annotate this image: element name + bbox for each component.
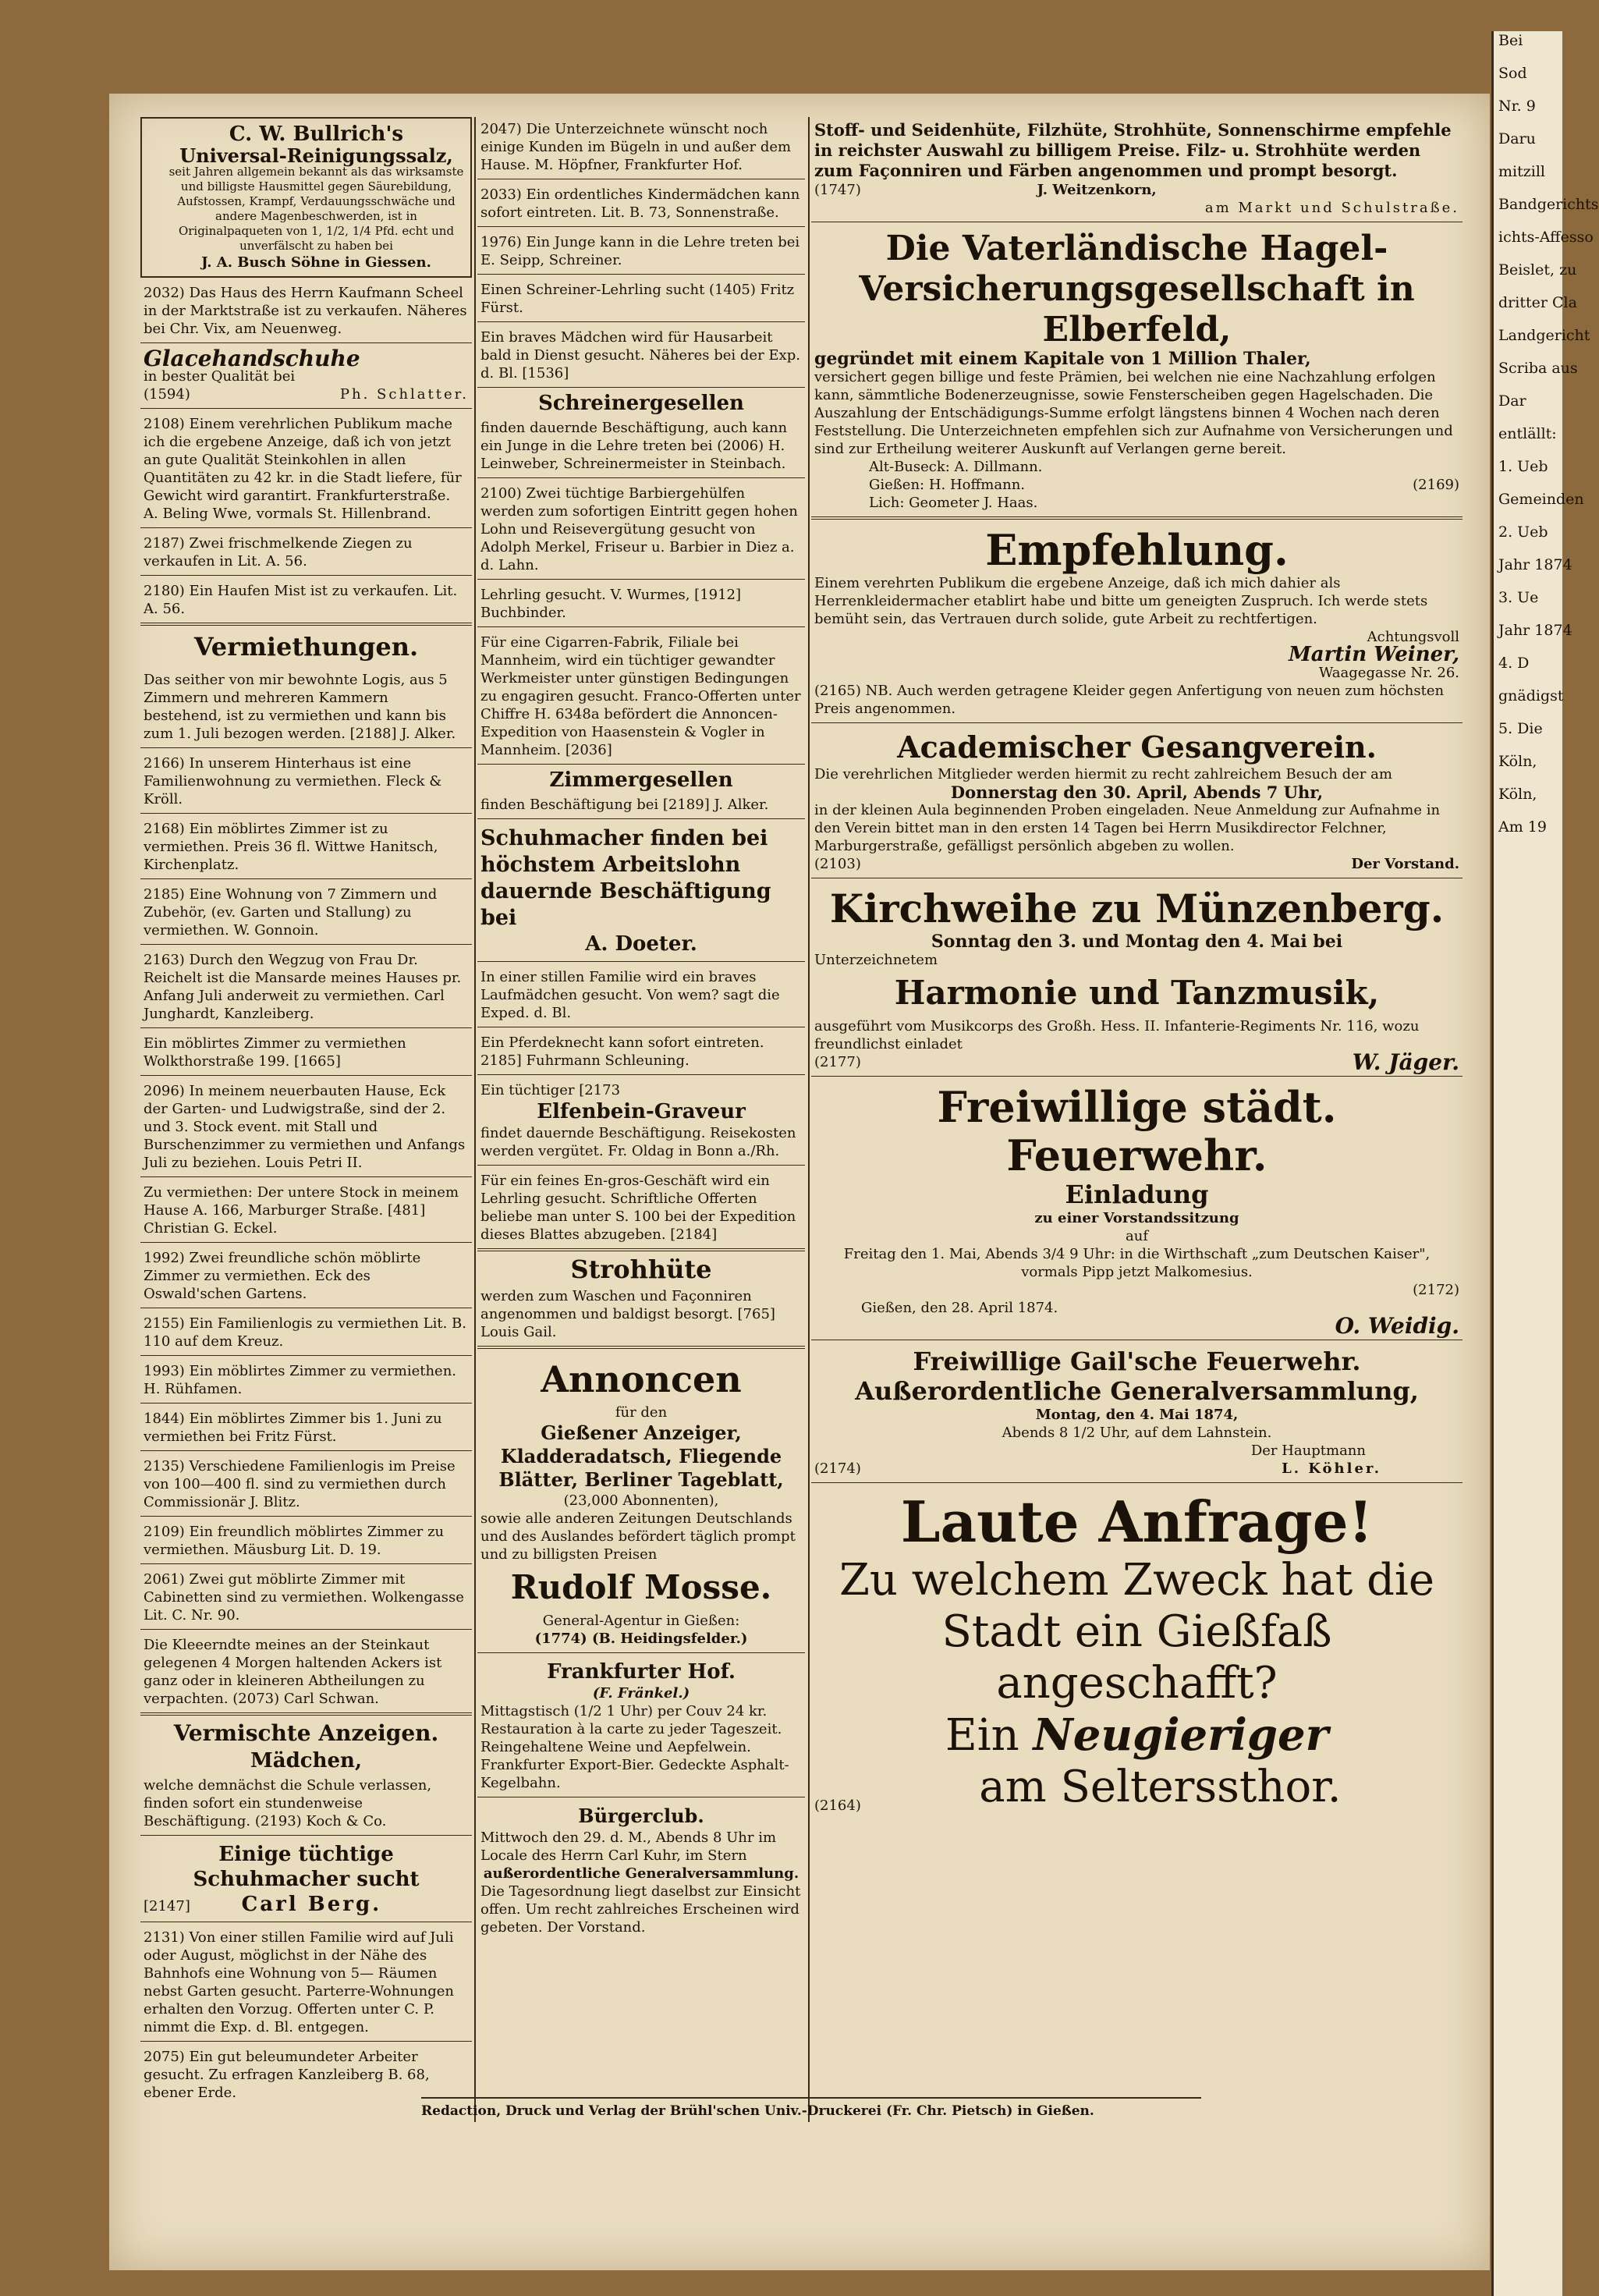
ad-signature: Der Vorstand.	[1351, 856, 1459, 872]
ad-glace	[140, 346, 472, 409]
ad-signature: J. Weitzenkorn,	[1037, 182, 1157, 198]
ad-2163	[140, 948, 472, 1028]
bullrich-title: Universal-Reinigungssalz,	[179, 144, 453, 167]
ad-text: Abends 8 1/2 Uhr, auf dem Lahnstein.	[1002, 1425, 1272, 1441]
ad-text: 1993) Ein möblirtes Zimmer zu vermiethen. H. Rühfamen.	[144, 1363, 457, 1397]
ad-2006	[477, 416, 805, 478]
ad-2188	[140, 668, 472, 748]
imprint-footer: Redaction, Druck und Verlag der Brühl'schen Univ.-Druckerei (Fr. Chr. Pietsch) in Gießen.	[421, 2097, 1201, 2119]
ad-text: Waagegasse Nr. 26.	[1318, 665, 1459, 681]
ad-text: 2108) Einem verehrlichen Publikum mache ich die ergebene Anzeige, daß ich von jetzt an gute Qualität Steinkohlen in allen Quantitäten zu 42 kr. in die Stadt liefere, für Gewicht wird garantirt. Frankfurterstraße. A. Beling Wwe, vormals St. Hillenbrand.	[144, 416, 462, 522]
edge-fragment: mitzill	[1498, 163, 1545, 180]
ad-text: 1992) Zwei freundliche schön möblirte Zimmer zu vermiethen. Eck des Oswald'schen Gartens.	[144, 1250, 421, 1302]
ad-signature: Neugieriger	[1033, 1709, 1329, 1761]
ad-text: in bester Qualität bei	[144, 368, 296, 385]
ad-2185b	[477, 1031, 805, 1075]
ad-text: zu einer Vorstandssitzung	[1034, 1210, 1239, 1226]
ad-1536	[477, 325, 805, 388]
edge-fragment: entlällt:	[1498, 425, 1557, 442]
ad-heading: Die Vaterländische Hagel-Versicherungsgesellschaft in Elberfeld,	[859, 229, 1415, 350]
ad-text: 2032) Das Haus des Herrn Kaufmann Scheel in der Marktstraße ist zu verkaufen. Näheres bei Chr. Vix, am Neuenweg.	[144, 285, 467, 337]
ad-subheading: gegründet mit einem Kapitale von 1 Million Thaler,	[814, 349, 1311, 369]
ad-text: (23,000 Abonnenten),	[563, 1492, 719, 1509]
ad-text: 2061) Zwei gut möblirte Zimmer mit Cabinetten sind zu vermiethen. Wolkengasse Lit. C. Nr. 90.	[144, 1571, 464, 1624]
ad-signature: A. Doeter.	[585, 932, 697, 956]
ad-heading: Einige tüchtige Schuhmacher sucht	[193, 1843, 420, 1891]
ad-text: Mittwoch den 29. d. M., Abends 8 Uhr im Locale des Herrn Carl Kuhr, im Stern	[480, 1829, 777, 1864]
ad-2166	[140, 751, 472, 814]
ad-2135	[140, 1454, 472, 1517]
ad-2096	[140, 1079, 472, 1177]
ad-text: (F. Fränkel.)	[592, 1685, 690, 1702]
ad-feuerwehr	[811, 1080, 1462, 1340]
section-heading-vermiethungen: Vermiethungen.	[193, 632, 419, 662]
ad-heading: Freiwillige Gail'sche Feuerwehr.	[913, 1347, 1361, 1376]
ad-text: außerordentliche Generalversammlung.	[483, 1865, 800, 1882]
ad-text: Freitag den 1. Mai, Abends 3/4 9 Uhr: in die Wirthschaft „zum Deutschen Kaiser", vormals Pipp jetzt Malkomesius.	[843, 1246, 1431, 1280]
ad-text: sowie alle anderen Zeitungen Deutschlands und des Auslandes befördert täglich prompt und zu billigsten Preisen	[480, 1510, 796, 1563]
ad-text: finden Beschäftigung bei [2189] J. Alker.	[480, 797, 769, 813]
ad-text: 2187) Zwei frischmelkende Ziegen zu verkaufen in Lit. A. 56.	[144, 535, 413, 570]
ad-hagel	[811, 225, 1462, 520]
ad-2180	[140, 579, 472, 626]
ad-text: 2180) Ein Haufen Mist ist zu verkaufen. Lit. A. 56.	[144, 583, 458, 617]
ad-frankfurter-hof	[477, 1656, 805, 1797]
edge-fragment: Sod	[1498, 65, 1527, 82]
column-3	[811, 117, 1462, 1832]
ad-laufmaedchen	[477, 965, 805, 1027]
ad-text: in der kleinen Aula beginnenden Proben eingeladen. Neue Anmeldung zur Aufnahme in den Verein bittet man in den ersten 14 Tagen bei Herrn Musikdirector Felchner, Marburgerstraße, gefälligst persönlich abgeben zu wollen.	[814, 802, 1441, 854]
edge-fragment: Bei	[1498, 32, 1523, 49]
column-rule	[474, 117, 476, 2122]
ad-2047	[477, 117, 805, 179]
ad-heading: Freiwillige städt. Feuerwehr.	[937, 1082, 1337, 1180]
edge-fragment: 2. Ueb	[1498, 523, 1548, 541]
ad-2036	[477, 630, 805, 765]
ad-heading: Elfenbein-Graveur	[537, 1100, 746, 1123]
ad-oldag	[477, 1078, 805, 1166]
ad-text: NB. Auch werden getragene Kleider gegen Anfertigung von neuen zum höchsten Preis angenommen.	[814, 683, 1445, 717]
ad-text: Einem verehrten Publikum die ergebene Anzeige, daß ich mich dahier als Herrenkleidermacher etablirt habe und bitte um geneigten Zuspruch. Ich werde stets bemüht sein, das Vertrauen durch solide, gute Arbeit zu rechtfertigen.	[814, 575, 1428, 627]
ad-text: 2075) Ein gut beleumundeter Arbeiter gesucht. Zu erfragen Kanzleiberg B. 68, ebener Erde.	[144, 2049, 430, 2101]
adjacent-page-edge	[1491, 31, 1599, 2296]
ad-text: 2100) Zwei tüchtige Barbiergehülfen werden zum sofortigen Eintritt gegen hohen Lohn und Reisevergütung gesucht von Adolph Merkel, Friseur u. Barbier in Diez a. d. Lahn.	[480, 485, 798, 573]
ad-1844	[140, 1407, 472, 1451]
ad-text: General-Agentur in Gießen:	[542, 1613, 740, 1629]
ad-text: findet dauernde Beschäftigung. Reisekosten werden vergütet. Fr. Oldag in Bonn a./Rh.	[480, 1125, 796, 1159]
ad-heading: Schuhmacher finden bei höchstem Arbeitslohn dauernde Beschäftigung bei	[480, 826, 771, 930]
ad-481	[140, 1180, 472, 1243]
ad-text: 2168) Ein möblirtes Zimmer ist zu vermiethen. Preis 36 fl. Wittwe Hanitsch, Kirchenplatz.	[144, 821, 438, 873]
ad-heading: Academischer Gesangverein.	[897, 729, 1377, 765]
ad-heading: Strohhüte	[570, 1254, 712, 1284]
edge-fragment: Jahr 1874	[1498, 622, 1572, 639]
ad-2131	[140, 1925, 472, 2042]
ad-date: Sonntag den 3. und Montag den 4. Mai bei	[931, 932, 1343, 952]
ad-heading: Glacehandschuhe	[144, 346, 360, 371]
ad-bullrich	[140, 117, 472, 278]
ad-heading: Bürgerclub.	[578, 1805, 704, 1827]
ad-text: Die Kleeerndte meines an der Steinkaut gelegenen 4 Morgen haltenden Ackers ist ganz oder in kleineren Abtheilungen zu verpachten. (2073) Carl Schwan.	[144, 1637, 442, 1707]
ad-text: 2109) Ein freundlich möblirtes Zimmer zu vermiethen. Mäusburg Lit. D. 19.	[144, 1524, 445, 1558]
ad-mosse	[477, 1352, 805, 1653]
ad-2032	[140, 281, 472, 343]
ad-heading: Mädchen,	[250, 1749, 363, 1773]
edge-fragment: Scriba aus	[1498, 360, 1578, 377]
ad-text: Der Hauptmann	[1250, 1443, 1366, 1459]
ad-1993	[140, 1359, 472, 1404]
ad-gesangverein	[811, 726, 1462, 878]
ad-heading: Frankfurter Hof.	[547, 1660, 736, 1684]
ad-text: auf	[1126, 1228, 1148, 1244]
ad-ref: (1594)	[144, 386, 190, 403]
ad-text: 2131) Von einer stillen Familie wird auf Juli oder August, möglichst in der Nähe des Bahnhofs eine Wohnung von 5— Räumen nebst Garten gesucht. Parterre-Wohnungen erhalten den Vorzug. Offerten unter C. P. nimmt die Exp. d. Bl. entgegen.	[144, 1929, 454, 2035]
column-rule	[808, 117, 810, 2122]
ad-text: für den	[615, 1404, 668, 1421]
ad-text: In einer stillen Familie wird ein braves Laufmädchen gesucht. Von wem? sagt die Exped. d. Bl.	[480, 969, 780, 1021]
ad-text: 2155) Ein Familienlogis zu vermiethen Lit. B. 110 auf dem Kreuz.	[144, 1315, 467, 1350]
ad-text: 2047) Die Unterzeichnete wünscht noch einige Kunden im Bügeln in und außer dem Hause. M. Höpfner, Frankfurter Hof.	[480, 121, 792, 173]
ad-ref: [2147]	[144, 1898, 190, 1915]
ad-text: 2166) In unserem Hinterhaus ist eine Familienwohnung zu vermiethen. Fleck & Kröll.	[144, 755, 442, 807]
ad-buergerclub	[477, 1801, 805, 1941]
agent-line: Alt-Buseck: A. Dillmann.	[869, 459, 1043, 475]
ad-text: versichert gegen billige und feste Prämien, bei welchen nie eine Nachzahlung erfolgen kann, sämmtliche Bodenerzeugnisse, sowie Fensterscheiben gegen Hagelschaden. Die Auszahlung der Entschädigungs-Summe erfolgt längstens binnen 4 Wochen nach deren Feststellung. Die Unterzeichneten empfehlen sich zur Aufnahme von Versicherungen und sind zur Ertheilung weiterer Auskunft auf Verlangen gerne bereit.	[814, 369, 1453, 457]
ad-signature: L. Köhler.	[1282, 1460, 1381, 1477]
agent-line: Gießen: H. Hoffmann.	[869, 477, 1026, 493]
column-2	[477, 117, 805, 1944]
ad-signature: Ph. Schlatter.	[339, 386, 469, 403]
edge-fragment: Am 19	[1498, 818, 1547, 836]
ad-text: Ein tüchtiger [2173	[480, 1082, 621, 1098]
ad-heading: Zimmergesellen	[549, 768, 733, 792]
ad-765	[477, 1284, 805, 1349]
ad-2155	[140, 1311, 472, 1356]
ad-papers: Gießener Anzeiger, Kladderadatsch, Fliegende Blätter, Berliner Tageblatt,	[498, 1421, 784, 1491]
ad-1992	[140, 1246, 472, 1308]
edge-fragment: Jahr 1874	[1498, 556, 1572, 573]
ad-text: Die verehrlichen Mitglieder werden hiermit zu recht zahlreichem Besuch der am	[814, 766, 1392, 782]
ad-text: Unterzeichnetem	[814, 952, 938, 968]
edge-fragment: Dar	[1498, 392, 1526, 410]
edge-fragment: Landgericht	[1498, 327, 1590, 344]
edge-fragment: Bandgerichts	[1498, 196, 1599, 213]
ad-subheading: Außerordentliche Generalversammlung,	[855, 1376, 1419, 1406]
ad-2147	[140, 1839, 472, 1922]
ad-subheading: Harmonie und Tanzmusik,	[894, 974, 1380, 1012]
ad-heading: Annoncen	[541, 1358, 742, 1400]
ad-heading: Kirchweihe zu Münzenberg.	[829, 885, 1445, 932]
ad-text: Achtungsvoll	[1367, 629, 1459, 645]
ad-2100	[477, 481, 805, 580]
ad-heading: Laute Anfrage!	[900, 1489, 1374, 1555]
ad-text: werden zum Waschen und Façonniren angenommen und baldigst besorgt. [765] Louis Gail.	[480, 1288, 775, 1340]
ad-2073	[140, 1633, 472, 1716]
ad-ref: (2103)	[814, 856, 861, 872]
edge-fragment: dritter Cla	[1498, 294, 1577, 311]
ad-ref: (2177)	[814, 1054, 861, 1070]
ad-signature: Martin Weiner,	[1289, 643, 1459, 666]
ad-text: Ein	[945, 1710, 1019, 1761]
ad-2189	[477, 793, 805, 819]
edge-fragment: 5. Die	[1498, 720, 1543, 737]
ad-text: 2096) In meinem neuerbauten Hause, Eck der Garten- und Ludwigstraße, sind der 2. und 3. Stock event. mit Stall und Burschenzimmer zu vermiethen und Anfangs Juli zu beziehen. Louis Petri II.	[144, 1083, 466, 1171]
ad-ref: (2164)	[814, 1797, 861, 1814]
edge-fragment: Beislet, zu	[1498, 261, 1577, 279]
ad-doeter	[477, 822, 805, 962]
edge-fragment: ichts-Affesso	[1498, 229, 1594, 246]
ad-gail-feuerwehr	[811, 1343, 1462, 1483]
ad-2184	[477, 1169, 805, 1251]
ad-2187	[140, 531, 472, 576]
ad-text: 2185) Eine Wohnung von 7 Zimmern und Zubehör, (ev. Garten und Stallung) zu vermiethen. W. Gonnoin.	[144, 886, 438, 939]
ad-text: 2033) Ein ordentliches Kindermädchen kann sofort eintreten. Lit. B. 73, Sonnenstraße.	[480, 186, 800, 221]
ad-text: Zu vermiethen: Der untere Stock in meinem Hause A. 166, Marburger Straße. [481] Christian G. Eckel.	[144, 1184, 459, 1237]
agent-line: Lich: Geometer J. Haas.	[869, 495, 1038, 511]
ad-ref: (2165)	[814, 683, 861, 699]
ad-heading: Empfehlung.	[985, 525, 1289, 575]
ad-ref: (1774) (B. Heidingsfelder.)	[534, 1631, 748, 1647]
edge-fragment: 4. D	[1498, 655, 1530, 672]
ad-subheading: Einladung	[1065, 1180, 1209, 1209]
edge-fragment: 1. Ueb	[1498, 458, 1548, 475]
ad-weiner	[811, 523, 1462, 723]
ad-text: Ein Pferdeknecht kann sofort eintreten. 2185] Fuhrmann Schleuning.	[480, 1034, 764, 1069]
ad-text: Lehrling gesucht. V. Wurmes, [1912] Buchbinder.	[480, 587, 742, 621]
ad-text: Ein braves Mädchen wird für Hausarbeit bald in Dienst gesucht. Näheres bei der Exp. d. Bl. [1536]	[480, 329, 800, 381]
ad-text: Das seither von mir bewohnte Logis, aus 5 Zimmern und mehreren Kammern bestehend, ist zu vermiethen und kann bis zum 1. Juli bezogen werden. [2188] J. Alker.	[144, 672, 456, 742]
edge-fragment: Köln,	[1498, 786, 1537, 803]
ad-2061	[140, 1567, 472, 1630]
ad-weitzenkorn	[811, 117, 1462, 222]
section-heading-vermischte: Vermischte Anzeigen.	[173, 1720, 439, 1746]
edge-fragment: Gemeinden	[1498, 491, 1584, 508]
ad-text: Stoff- und Seidenhüte, Filzhüte, Strohhüte, Sonnenschirme empfehle in reichster Auswahl zu billigem Preise. Filz- u. Strohhüte werden zum Façonniren und Färben angenommen und prompt besorgt.	[814, 120, 1452, 180]
ad-1976	[477, 230, 805, 275]
ad-2033	[477, 183, 805, 227]
ad-signature: W. Jäger.	[1352, 1049, 1459, 1075]
ad-2185	[140, 882, 472, 945]
ad-date: Donnerstag den 30. April, Abends 7 Uhr,	[950, 782, 1324, 802]
bullrich-dealer: J. A. Busch Söhne in Giessen.	[201, 254, 431, 271]
ad-date: Montag, den 4. Mai 1874,	[1035, 1407, 1239, 1423]
bullrich-name: C. W. Bullrich's	[229, 122, 404, 146]
ad-date: Gießen, den 28. April 1874.	[861, 1300, 1058, 1316]
ad-ref: (2174)	[814, 1460, 861, 1477]
bullrich-body: seit Jahren allgemein bekannt als das wirksamste und billigste Hausmittel gegen Säurebildung, Aufstossen, Krampf, Verdauungsschwäche und andere Magenbeschwerden, ist in Originalpaqueten von 1, 1/2, 1/4 Pfd. echt und unverfälscht zu haben bei	[168, 165, 464, 253]
column-1	[140, 117, 472, 2110]
ad-kirchweihe	[811, 882, 1462, 1077]
ad-signature: Rudolf Mosse.	[510, 1568, 772, 1606]
ad-text: Mittagstisch (1/2 1 Uhr) per Couv 24 kr. Restauration à la carte zu jeder Tageszeit. Reingehaltene Weine und Aepfelwein. Frankfurter Export-Bier. Gedeckte Asphalt-Kegelbahn.	[480, 1703, 789, 1791]
ad-1912	[477, 583, 805, 627]
ad-text: welche demnächst die Schule verlassen, finden sofort ein stundenweise Beschäftigung. (2193) Koch & Co.	[144, 1777, 432, 1829]
edge-fragment: Nr. 9	[1498, 98, 1536, 115]
ad-text: 2135) Verschiedene Familienlogis im Preise von 100—400 fl. sind zu vermiethen durch Commissionär J. Blitz.	[144, 1458, 456, 1510]
ad-2193	[140, 1773, 472, 1836]
ad-text: Für eine Cigarren-Fabrik, Filiale bei Mannheim, wird ein tüchtiger gewandter Werkmeister unter günstigen Bedingungen zu engagiren gesucht. Franco-Offerten unter Chiffre H. 6348a befördert die Annoncen-Expedition von Haasenstein & Vogler in Mannheim. [2036]	[480, 634, 801, 758]
ad-text: Einen Schreiner-Lehrling sucht (1405) Fritz Fürst.	[480, 282, 795, 316]
ad-1665	[140, 1031, 472, 1076]
ad-text: 1844) Ein möblirtes Zimmer bis 1. Juni zu vermiethen bei Fritz Fürst.	[144, 1411, 442, 1445]
ad-2168	[140, 817, 472, 879]
ad-text: Ein möblirtes Zimmer zu vermiethen Wolkthorstraße 199. [1665]	[144, 1035, 406, 1070]
edge-fragment: 3. Ue	[1498, 589, 1539, 606]
ad-text: ausgeführt vom Musikcorps des Großh. Hess. II. Infanterie-Regiments Nr. 116, wozu freundlichst einladet	[814, 1018, 1420, 1052]
ad-text: finden dauernde Beschäftigung, auch kann ein Junge in die Lehre treten bei (2006) H. Leinweber, Schreinermeister in Steinbach.	[480, 420, 788, 472]
ad-signature: O. Weidig.	[1335, 1313, 1459, 1339]
edge-fragment: gnädigst	[1498, 687, 1564, 704]
ad-text: am Selterssthor.	[979, 1762, 1342, 1812]
ad-text: Die Tagesordnung liegt daselbst zur Einsicht offen. Um recht zahlreiches Erscheinen wird gebeten. Der Vorstand.	[480, 1883, 801, 1936]
ad-heading: Schreinergesellen	[538, 392, 744, 415]
ad-1405	[477, 278, 805, 322]
ad-2108	[140, 412, 472, 528]
edge-fragment: Köln,	[1498, 753, 1537, 770]
ad-text: Für ein feines En-gros-Geschäft wird ein Lehrling gesucht. Schriftliche Offerten beliebe man unter S. 100 bei der Expedition dieses Blattes abzugeben. [2184]	[480, 1173, 796, 1243]
ad-ref: (2172)	[1413, 1282, 1459, 1298]
edge-fragment: Daru	[1498, 130, 1536, 147]
ad-laute-anfrage	[811, 1486, 1462, 1818]
ad-text: Zu welchem Zweck hat die Stadt ein Gießfaß angeschafft?	[839, 1555, 1434, 1709]
ad-signature: Carl Berg.	[241, 1893, 382, 1916]
ad-text: am Markt und Schulstraße.	[1204, 200, 1459, 216]
ad-2109	[140, 1520, 472, 1564]
ad-ref: (1747)	[814, 182, 861, 198]
ad-text: 2163) Durch den Wegzug von Frau Dr. Reichelt ist die Mansarde meines Hauses pr. Anfang Juli anderweit zu vermiethen. Carl Junghardt, Kanzleiberg.	[144, 952, 462, 1022]
ad-ref: (2169)	[1413, 477, 1459, 493]
ad-text: 1976) Ein Junge kann in die Lehre treten bei E. Seipp, Schreiner.	[480, 234, 800, 268]
